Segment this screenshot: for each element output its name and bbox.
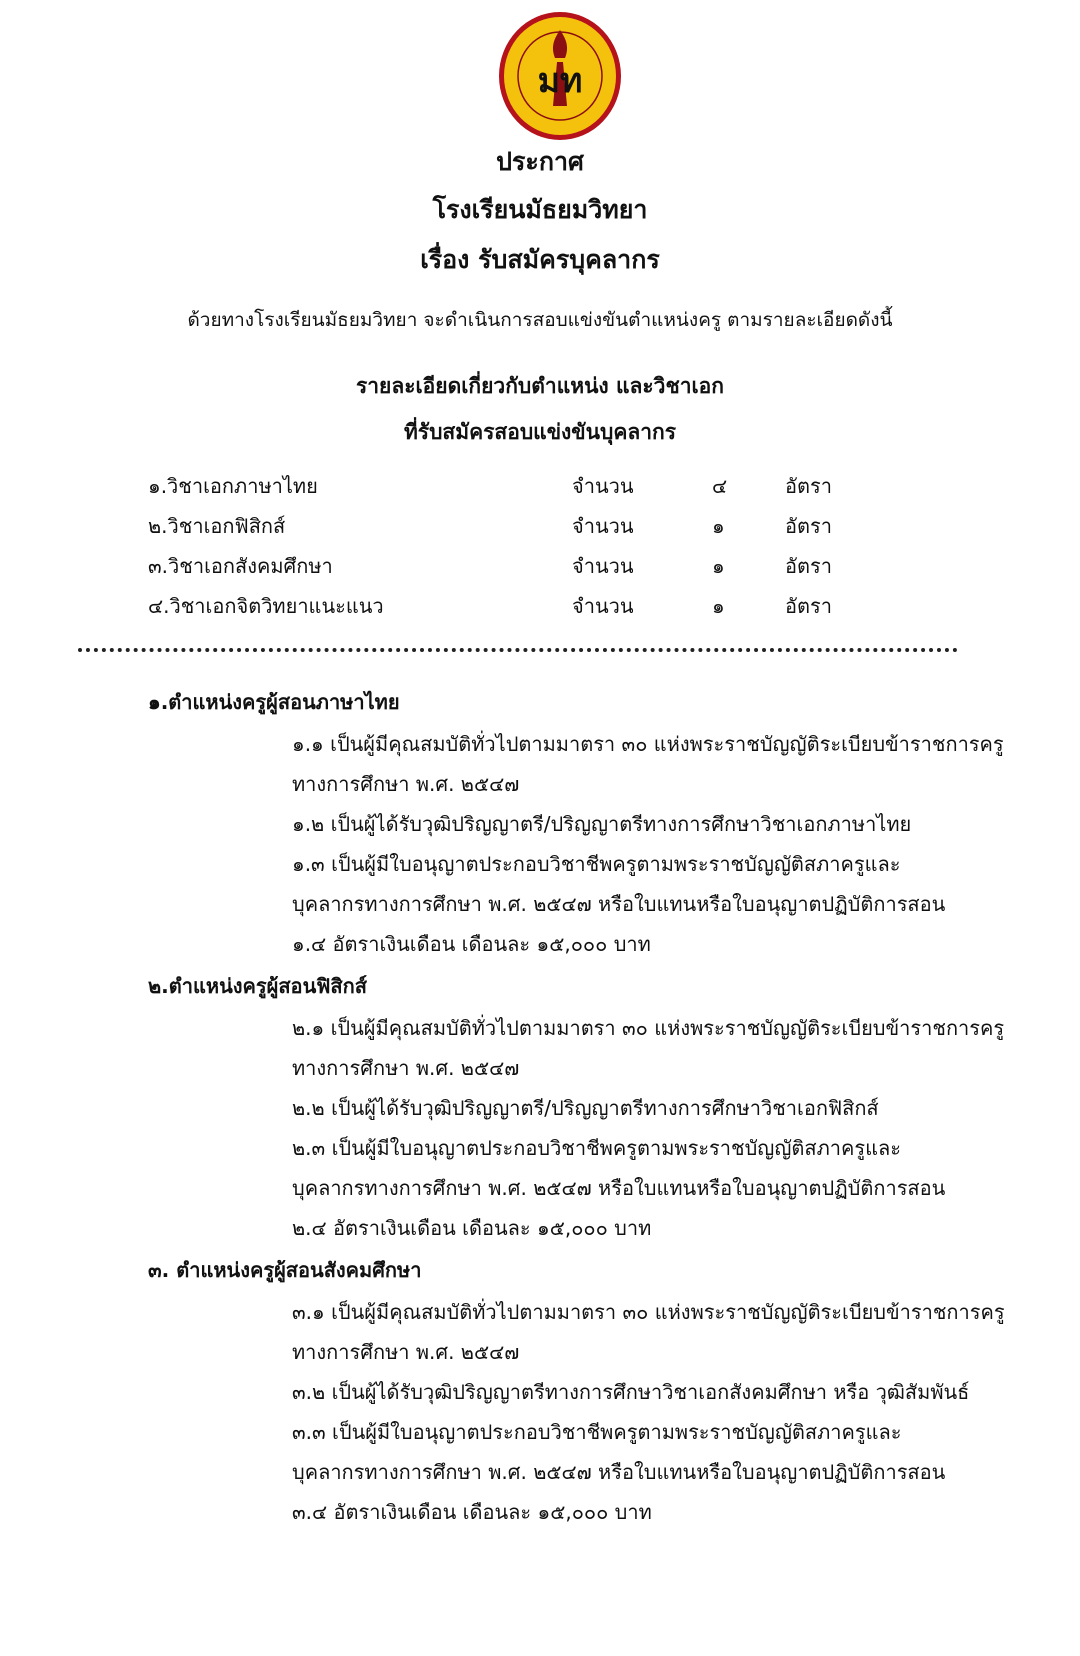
subject-row bbox=[0, 550, 1080, 590]
section-line: ทางการศึกษา พ.ศ. ๒๕๔๗ bbox=[292, 772, 520, 796]
school-name: โรงเรียนมัธยมวิทยา bbox=[432, 195, 648, 224]
school-logo bbox=[497, 10, 623, 142]
logo-initials: มท bbox=[537, 61, 583, 101]
section-line: ๑.๑ เป็นผู้มีคุณสมบัติทั่วไปตามมาตรา ๓๐ แห่งพระราชบัญญัติระเบียบข้าราชการครู bbox=[292, 732, 1004, 756]
announcement-subject: เรื่อง รับสมัครบุคลากร bbox=[420, 245, 660, 274]
section-line: ๒.๔ อัตราเงินเดือน เดือนละ ๑๕,๐๐๐ บาท bbox=[292, 1216, 652, 1240]
subject-name: ๔.วิชาเอกจิตวิทยาแนะแนว bbox=[148, 594, 384, 618]
count-unit: อัตรา bbox=[785, 554, 832, 578]
section-line: บุคลากรทางการศึกษา พ.ศ. ๒๕๔๗ หรือใบแทนหรือใบอนุญาตปฏิบัติการสอน bbox=[292, 1460, 946, 1484]
count-unit: อัตรา bbox=[785, 514, 832, 538]
section-line: ๑.๓ เป็นผู้มีใบอนุญาตประกอบวิชาชีพครูตามพระราชบัญญัติสภาครูและ bbox=[292, 852, 901, 876]
count-value: ๑ bbox=[712, 514, 725, 538]
section-line: ๒.๑ เป็นผู้มีคุณสมบัติทั่วไปตามมาตรา ๓๐ แห่งพระราชบัญญัติระเบียบข้าราชการครู bbox=[292, 1016, 1005, 1040]
section-line: ๓.๒ เป็นผู้ได้รับวุฒิปริญญาตรีทางการศึกษาวิชาเอกสังคมศึกษา หรือ วุฒิสัมพันธ์ bbox=[292, 1380, 970, 1404]
section-line: ทางการศึกษา พ.ศ. ๒๕๔๗ bbox=[292, 1056, 520, 1080]
count-unit: อัตรา bbox=[785, 594, 832, 618]
announcement-heading: ประกาศ bbox=[496, 147, 584, 176]
details-heading-2: ที่รับสมัครสอบแข่งขันบุคลากร bbox=[403, 420, 677, 444]
subject-row bbox=[0, 470, 1080, 510]
section-line: ๓.๓ เป็นผู้มีใบอนุญาตประกอบวิชาชีพครูตามพระราชบัญญัติสภาครูและ bbox=[292, 1420, 902, 1444]
section-line: ๑.๔ อัตราเงินเดือน เดือนละ ๑๕,๐๐๐ บาท bbox=[292, 932, 651, 956]
count-label: จำนวน bbox=[572, 554, 634, 578]
count-unit: อัตรา bbox=[785, 474, 832, 498]
subject-row bbox=[0, 590, 1080, 630]
section-line: ๒.๓ เป็นผู้มีใบอนุญาตประกอบวิชาชีพครูตามพระราชบัญญัติสภาครูและ bbox=[292, 1136, 902, 1160]
section-line: ๒.๒ เป็นผู้ได้รับวุฒิปริญญาตรี/ปริญญาตรีทางการศึกษาวิชาเอกฟิสิกส์ bbox=[292, 1096, 879, 1120]
subject-name: ๓.วิชาเอกสังคมศึกษา bbox=[148, 554, 333, 578]
section-heading: ๑.ตำแหน่งครูผู้สอนภาษาไทย bbox=[148, 690, 400, 714]
details-heading: รายละเอียดเกี่ยวกับตำแหน่ง และวิชาเอก bbox=[355, 374, 725, 398]
count-value: ๑ bbox=[712, 594, 725, 618]
asterisk-divider bbox=[78, 648, 958, 652]
subject-name: ๑.วิชาเอกภาษาไทย bbox=[148, 474, 318, 498]
count-label: จำนวน bbox=[572, 594, 634, 618]
section-line: ทางการศึกษา พ.ศ. ๒๕๔๗ bbox=[292, 1340, 520, 1364]
subject-row bbox=[0, 510, 1080, 550]
section-line: บุคลากรทางการศึกษา พ.ศ. ๒๕๔๗ หรือใบแทนหรือใบอนุญาตปฏิบัติการสอน bbox=[292, 892, 946, 916]
section-line: บุคลากรทางการศึกษา พ.ศ. ๒๕๔๗ หรือใบแทนหรือใบอนุญาตปฏิบัติการสอน bbox=[292, 1176, 946, 1200]
subject-name: ๒.วิชาเอกฟิสิกส์ bbox=[148, 514, 286, 538]
count-value: ๔ bbox=[712, 474, 728, 498]
section-heading: ๒.ตำแหน่งครูผู้สอนฟิสิกส์ bbox=[148, 974, 367, 998]
intro-paragraph: ด้วยทางโรงเรียนมัธยมวิทยา จะดำเนินการสอบแข่งขันตำแหน่งครู ตามรายละเอียดดังนี้ bbox=[187, 309, 893, 331]
section-line: ๓.๔ อัตราเงินเดือน เดือนละ ๑๕,๐๐๐ บาท bbox=[292, 1500, 652, 1524]
section-line: ๓.๑ เป็นผู้มีคุณสมบัติทั่วไปตามมาตรา ๓๐ แห่งพระราชบัญญัติระเบียบข้าราชการครู bbox=[292, 1300, 1005, 1324]
count-label: จำนวน bbox=[572, 474, 634, 498]
section-heading: ๓. ตำแหน่งครูผู้สอนสังคมศึกษา bbox=[148, 1258, 422, 1282]
section-line: ๑.๒ เป็นผู้ได้รับวุฒิปริญญาตรี/ปริญญาตรีทางการศึกษาวิชาเอกภาษาไทย bbox=[292, 812, 912, 836]
count-label: จำนวน bbox=[572, 514, 634, 538]
count-value: ๑ bbox=[712, 554, 725, 578]
